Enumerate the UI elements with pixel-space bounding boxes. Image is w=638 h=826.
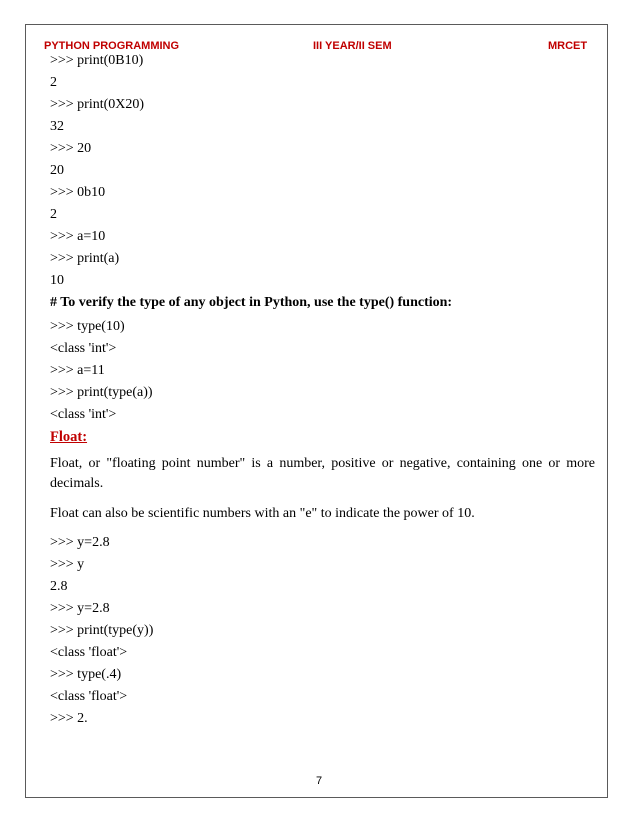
output-line: 2 — [50, 207, 57, 222]
code-line: >>> type(.4) — [50, 667, 122, 682]
code-line: >>> print(type(y)) — [50, 623, 154, 638]
output-line: 2.8 — [50, 579, 68, 594]
output-line: <class 'int'> — [50, 407, 117, 422]
code-line: >>> print(a) — [50, 251, 120, 266]
code-line: >>> print(type(a)) — [50, 385, 153, 400]
header-year-semester: III YEAR/II SEM — [313, 40, 392, 52]
header-institution: MRCET — [548, 40, 588, 52]
output-line: <class 'float'> — [50, 689, 128, 704]
code-line: >>> a=11 — [50, 363, 105, 378]
output-line: <class 'int'> — [50, 341, 117, 356]
code-line: >>> 20 — [50, 141, 92, 156]
float-description: Float, or "floating point number" is a number, positive or negative, containing one or more decimals. — [50, 456, 595, 491]
page-number: 7 — [315, 775, 323, 787]
code-line: >>> a=10 — [50, 229, 106, 244]
code-line: >>> type(10) — [50, 319, 125, 334]
code-line: >>> print(0X20) — [50, 97, 145, 112]
output-line: <class 'float'> — [50, 645, 128, 660]
code-line: >>> 0b10 — [50, 185, 106, 200]
code-line: >>> y=2.8 — [50, 535, 110, 550]
code-line: >>> 2. — [50, 711, 88, 726]
type-function-note: # To verify the type of any object in Python, use the type() function: — [50, 295, 453, 310]
output-line: 20 — [50, 163, 64, 178]
header-course-title: PYTHON PROGRAMMING — [44, 40, 180, 52]
code-line: >>> y — [50, 557, 85, 572]
code-line: >>> y=2.8 — [50, 601, 110, 616]
output-line: 32 — [50, 119, 64, 134]
float-scientific-note: Float can also be scientific numbers with an "e" to indicate the power of 10. — [50, 506, 475, 521]
code-line: >>> print(0B10) — [50, 53, 144, 68]
output-line: 10 — [50, 273, 64, 288]
float-heading: Float: — [50, 429, 88, 445]
page-content — [50, 52, 595, 732]
output-line: 2 — [50, 75, 57, 90]
